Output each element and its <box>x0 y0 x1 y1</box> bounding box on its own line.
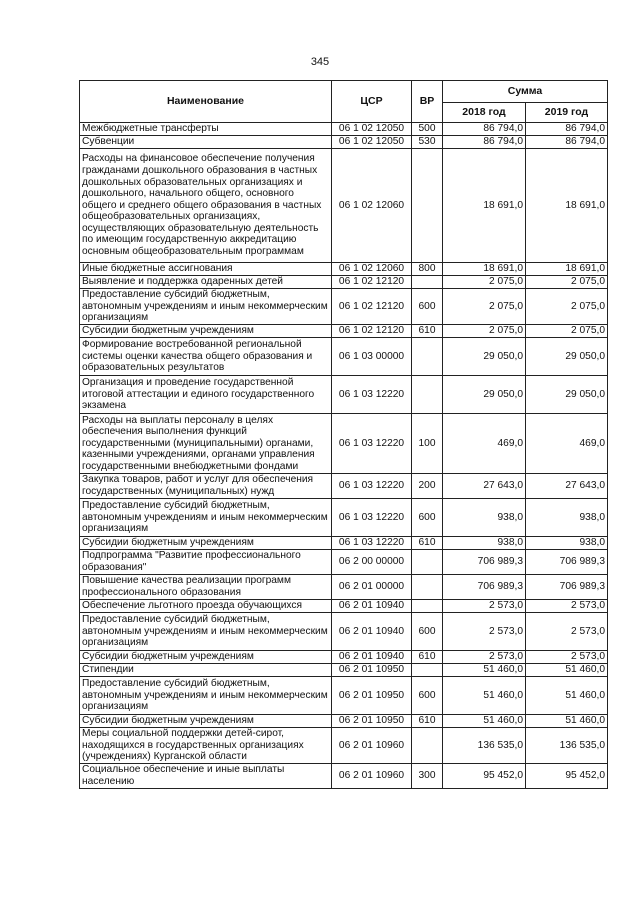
table-row <box>80 764 608 789</box>
header-name: Наименование <box>80 81 332 123</box>
row-csr: 06 1 03 12220 <box>332 499 412 537</box>
table-row <box>80 499 608 537</box>
row-csr: 06 1 02 12050 <box>332 123 412 136</box>
row-sum-2018: 2 573,0 <box>443 613 526 651</box>
row-sum-2019: 95 452,0 <box>526 764 608 789</box>
row-csr: 06 2 01 10960 <box>332 728 412 764</box>
row-sum-2019: 51 460,0 <box>526 715 608 728</box>
table-row <box>80 715 608 728</box>
table-row <box>80 376 608 414</box>
row-sum-2018: 469,0 <box>443 414 526 474</box>
row-sum-2019: 2 075,0 <box>526 289 608 325</box>
row-csr: 06 1 03 00000 <box>332 338 412 376</box>
header-vr: ВР <box>412 81 443 123</box>
row-csr: 06 1 02 12120 <box>332 325 412 338</box>
row-name: Предоставление субсидий бюджетным, автономным учреждениям и иным некоммерческим организациям <box>80 677 332 715</box>
row-vr: 500 <box>412 123 443 136</box>
row-sum-2019: 86 794,0 <box>526 136 608 149</box>
row-vr <box>412 376 443 414</box>
table-row <box>80 664 608 677</box>
row-vr <box>412 550 443 575</box>
table-row <box>80 550 608 575</box>
table-row <box>80 613 608 651</box>
row-csr: 06 1 03 12220 <box>332 414 412 474</box>
table-row <box>80 289 608 325</box>
row-csr: 06 1 02 12060 <box>332 263 412 276</box>
row-sum-2018: 18 691,0 <box>443 149 526 263</box>
row-name: Предоставление субсидий бюджетным, автономным учреждениям и иным некоммерческим организациям <box>80 289 332 325</box>
table-row <box>80 575 608 600</box>
row-sum-2019: 2 573,0 <box>526 651 608 664</box>
row-name: Предоставление субсидий бюджетным, автономным учреждениям и иным некоммерческим организациям <box>80 499 332 537</box>
row-sum-2019: 29 050,0 <box>526 376 608 414</box>
row-sum-2019: 706 989,3 <box>526 575 608 600</box>
row-sum-2018: 706 989,3 <box>443 550 526 575</box>
table-row <box>80 474 608 499</box>
row-sum-2019: 2 573,0 <box>526 613 608 651</box>
row-vr <box>412 338 443 376</box>
row-sum-2018: 938,0 <box>443 537 526 550</box>
row-csr: 06 1 03 12220 <box>332 537 412 550</box>
row-vr <box>412 276 443 289</box>
row-csr: 06 1 03 12220 <box>332 376 412 414</box>
row-vr <box>412 664 443 677</box>
row-sum-2019: 469,0 <box>526 414 608 474</box>
row-sum-2019: 2 573,0 <box>526 600 608 613</box>
row-name: Субсидии бюджетным учреждениям <box>80 325 332 338</box>
row-sum-2018: 2 573,0 <box>443 651 526 664</box>
row-vr <box>412 728 443 764</box>
row-vr: 300 <box>412 764 443 789</box>
row-sum-2019: 136 535,0 <box>526 728 608 764</box>
row-csr: 06 2 01 10940 <box>332 651 412 664</box>
row-sum-2019: 18 691,0 <box>526 149 608 263</box>
row-sum-2018: 2 075,0 <box>443 325 526 338</box>
row-csr: 06 1 02 12120 <box>332 289 412 325</box>
row-name: Организация и проведение государственной итоговой аттестации и единого государственного экзамена <box>80 376 332 414</box>
row-sum-2018: 938,0 <box>443 499 526 537</box>
row-csr: 06 2 01 10950 <box>332 664 412 677</box>
row-vr: 610 <box>412 715 443 728</box>
row-name: Межбюджетные трансферты <box>80 123 332 136</box>
table-row <box>80 728 608 764</box>
table-header <box>80 81 608 123</box>
table-row <box>80 123 608 136</box>
table-body <box>80 123 608 789</box>
row-csr: 06 2 01 10940 <box>332 613 412 651</box>
row-sum-2019: 706 989,3 <box>526 550 608 575</box>
row-name: Иные бюджетные ассигнования <box>80 263 332 276</box>
row-sum-2018: 51 460,0 <box>443 664 526 677</box>
row-vr: 800 <box>412 263 443 276</box>
row-csr: 06 1 03 12220 <box>332 474 412 499</box>
row-name: Субсидии бюджетным учреждениям <box>80 651 332 664</box>
row-name: Меры социальной поддержки детей-сирот, находящихся в государственных организациях (учреждениях) Курганской области <box>80 728 332 764</box>
row-vr: 600 <box>412 677 443 715</box>
row-vr: 530 <box>412 136 443 149</box>
row-sum-2019: 2 075,0 <box>526 325 608 338</box>
row-sum-2019: 51 460,0 <box>526 677 608 715</box>
table-row <box>80 651 608 664</box>
row-sum-2018: 2 075,0 <box>443 289 526 325</box>
table-row <box>80 325 608 338</box>
row-sum-2018: 29 050,0 <box>443 338 526 376</box>
row-sum-2019: 86 794,0 <box>526 123 608 136</box>
row-sum-2018: 95 452,0 <box>443 764 526 789</box>
row-vr: 610 <box>412 325 443 338</box>
row-vr <box>412 600 443 613</box>
row-csr: 06 2 01 10950 <box>332 677 412 715</box>
row-sum-2018: 136 535,0 <box>443 728 526 764</box>
row-name: Закупка товаров, работ и услуг для обеспечения государственных (муниципальных) нужд <box>80 474 332 499</box>
row-name: Обеспечение льготного проезда обучающихся <box>80 600 332 613</box>
table-row <box>80 338 608 376</box>
table-row <box>80 276 608 289</box>
row-sum-2019: 29 050,0 <box>526 338 608 376</box>
row-csr: 06 2 01 00000 <box>332 575 412 600</box>
row-name: Расходы на выплаты персоналу в целях обеспечения выполнения функций государственными (муниципальными) органами, казенными учреждениями, органами управления государственными внебюджетными фондами <box>80 414 332 474</box>
row-name: Субсидии бюджетным учреждениям <box>80 537 332 550</box>
row-vr: 600 <box>412 613 443 651</box>
header-csr: ЦСР <box>332 81 412 123</box>
row-vr <box>412 575 443 600</box>
row-name: Повышение качества реализации программ профессионального образования <box>80 575 332 600</box>
row-name: Субвенции <box>80 136 332 149</box>
row-vr: 600 <box>412 499 443 537</box>
row-csr: 06 2 00 00000 <box>332 550 412 575</box>
row-vr: 200 <box>412 474 443 499</box>
row-sum-2019: 938,0 <box>526 537 608 550</box>
row-sum-2019: 938,0 <box>526 499 608 537</box>
row-name: Выявление и поддержка одаренных детей <box>80 276 332 289</box>
row-sum-2018: 86 794,0 <box>443 136 526 149</box>
budget-table <box>79 80 608 789</box>
table-row <box>80 414 608 474</box>
row-csr: 06 2 01 10940 <box>332 600 412 613</box>
row-sum-2018: 2 075,0 <box>443 276 526 289</box>
header-year-2018: 2018 год <box>443 103 526 123</box>
table-row <box>80 537 608 550</box>
row-name: Формирование востребованной региональной системы оценки качества общего образования и образовательных результатов <box>80 338 332 376</box>
table-row <box>80 136 608 149</box>
header-sum: Сумма <box>443 81 608 103</box>
table-row <box>80 263 608 276</box>
row-name: Предоставление субсидий бюджетным, автономным учреждениям и иным некоммерческим организациям <box>80 613 332 651</box>
row-name: Подпрограмма "Развитие профессионального образования" <box>80 550 332 575</box>
row-sum-2019: 27 643,0 <box>526 474 608 499</box>
row-name: Субсидии бюджетным учреждениям <box>80 715 332 728</box>
row-sum-2018: 27 643,0 <box>443 474 526 499</box>
page-number: 345 <box>310 56 330 68</box>
header-year-2019: 2019 год <box>526 103 608 123</box>
row-csr: 06 1 02 12120 <box>332 276 412 289</box>
table-row <box>80 600 608 613</box>
row-vr: 610 <box>412 537 443 550</box>
row-sum-2018: 2 573,0 <box>443 600 526 613</box>
table-row <box>80 677 608 715</box>
table-row <box>80 149 608 263</box>
row-vr <box>412 149 443 263</box>
row-sum-2018: 18 691,0 <box>443 263 526 276</box>
row-name: Социальное обеспечение и иные выплаты населению <box>80 764 332 789</box>
row-sum-2019: 2 075,0 <box>526 276 608 289</box>
row-sum-2018: 51 460,0 <box>443 715 526 728</box>
row-name: Стипендии <box>80 664 332 677</box>
row-sum-2019: 18 691,0 <box>526 263 608 276</box>
row-sum-2019: 51 460,0 <box>526 664 608 677</box>
row-sum-2018: 29 050,0 <box>443 376 526 414</box>
row-vr: 600 <box>412 289 443 325</box>
row-csr: 06 1 02 12050 <box>332 136 412 149</box>
row-csr: 06 2 01 10960 <box>332 764 412 789</box>
row-vr: 100 <box>412 414 443 474</box>
row-name: Расходы на финансовое обеспечение получения гражданами дошкольного образования в частных дошкольных образовательных организациях и дошкольного, начального общего, основного общего и среднего общего образования в частных общеобразовательных организациях, осуществляющих образовательную деятельность по имеющим государственную аккредитацию основным общеобразовательным программам <box>80 149 332 263</box>
row-csr: 06 2 01 10950 <box>332 715 412 728</box>
row-vr: 610 <box>412 651 443 664</box>
row-sum-2018: 706 989,3 <box>443 575 526 600</box>
row-csr: 06 1 02 12060 <box>332 149 412 263</box>
row-sum-2018: 86 794,0 <box>443 123 526 136</box>
row-sum-2018: 51 460,0 <box>443 677 526 715</box>
